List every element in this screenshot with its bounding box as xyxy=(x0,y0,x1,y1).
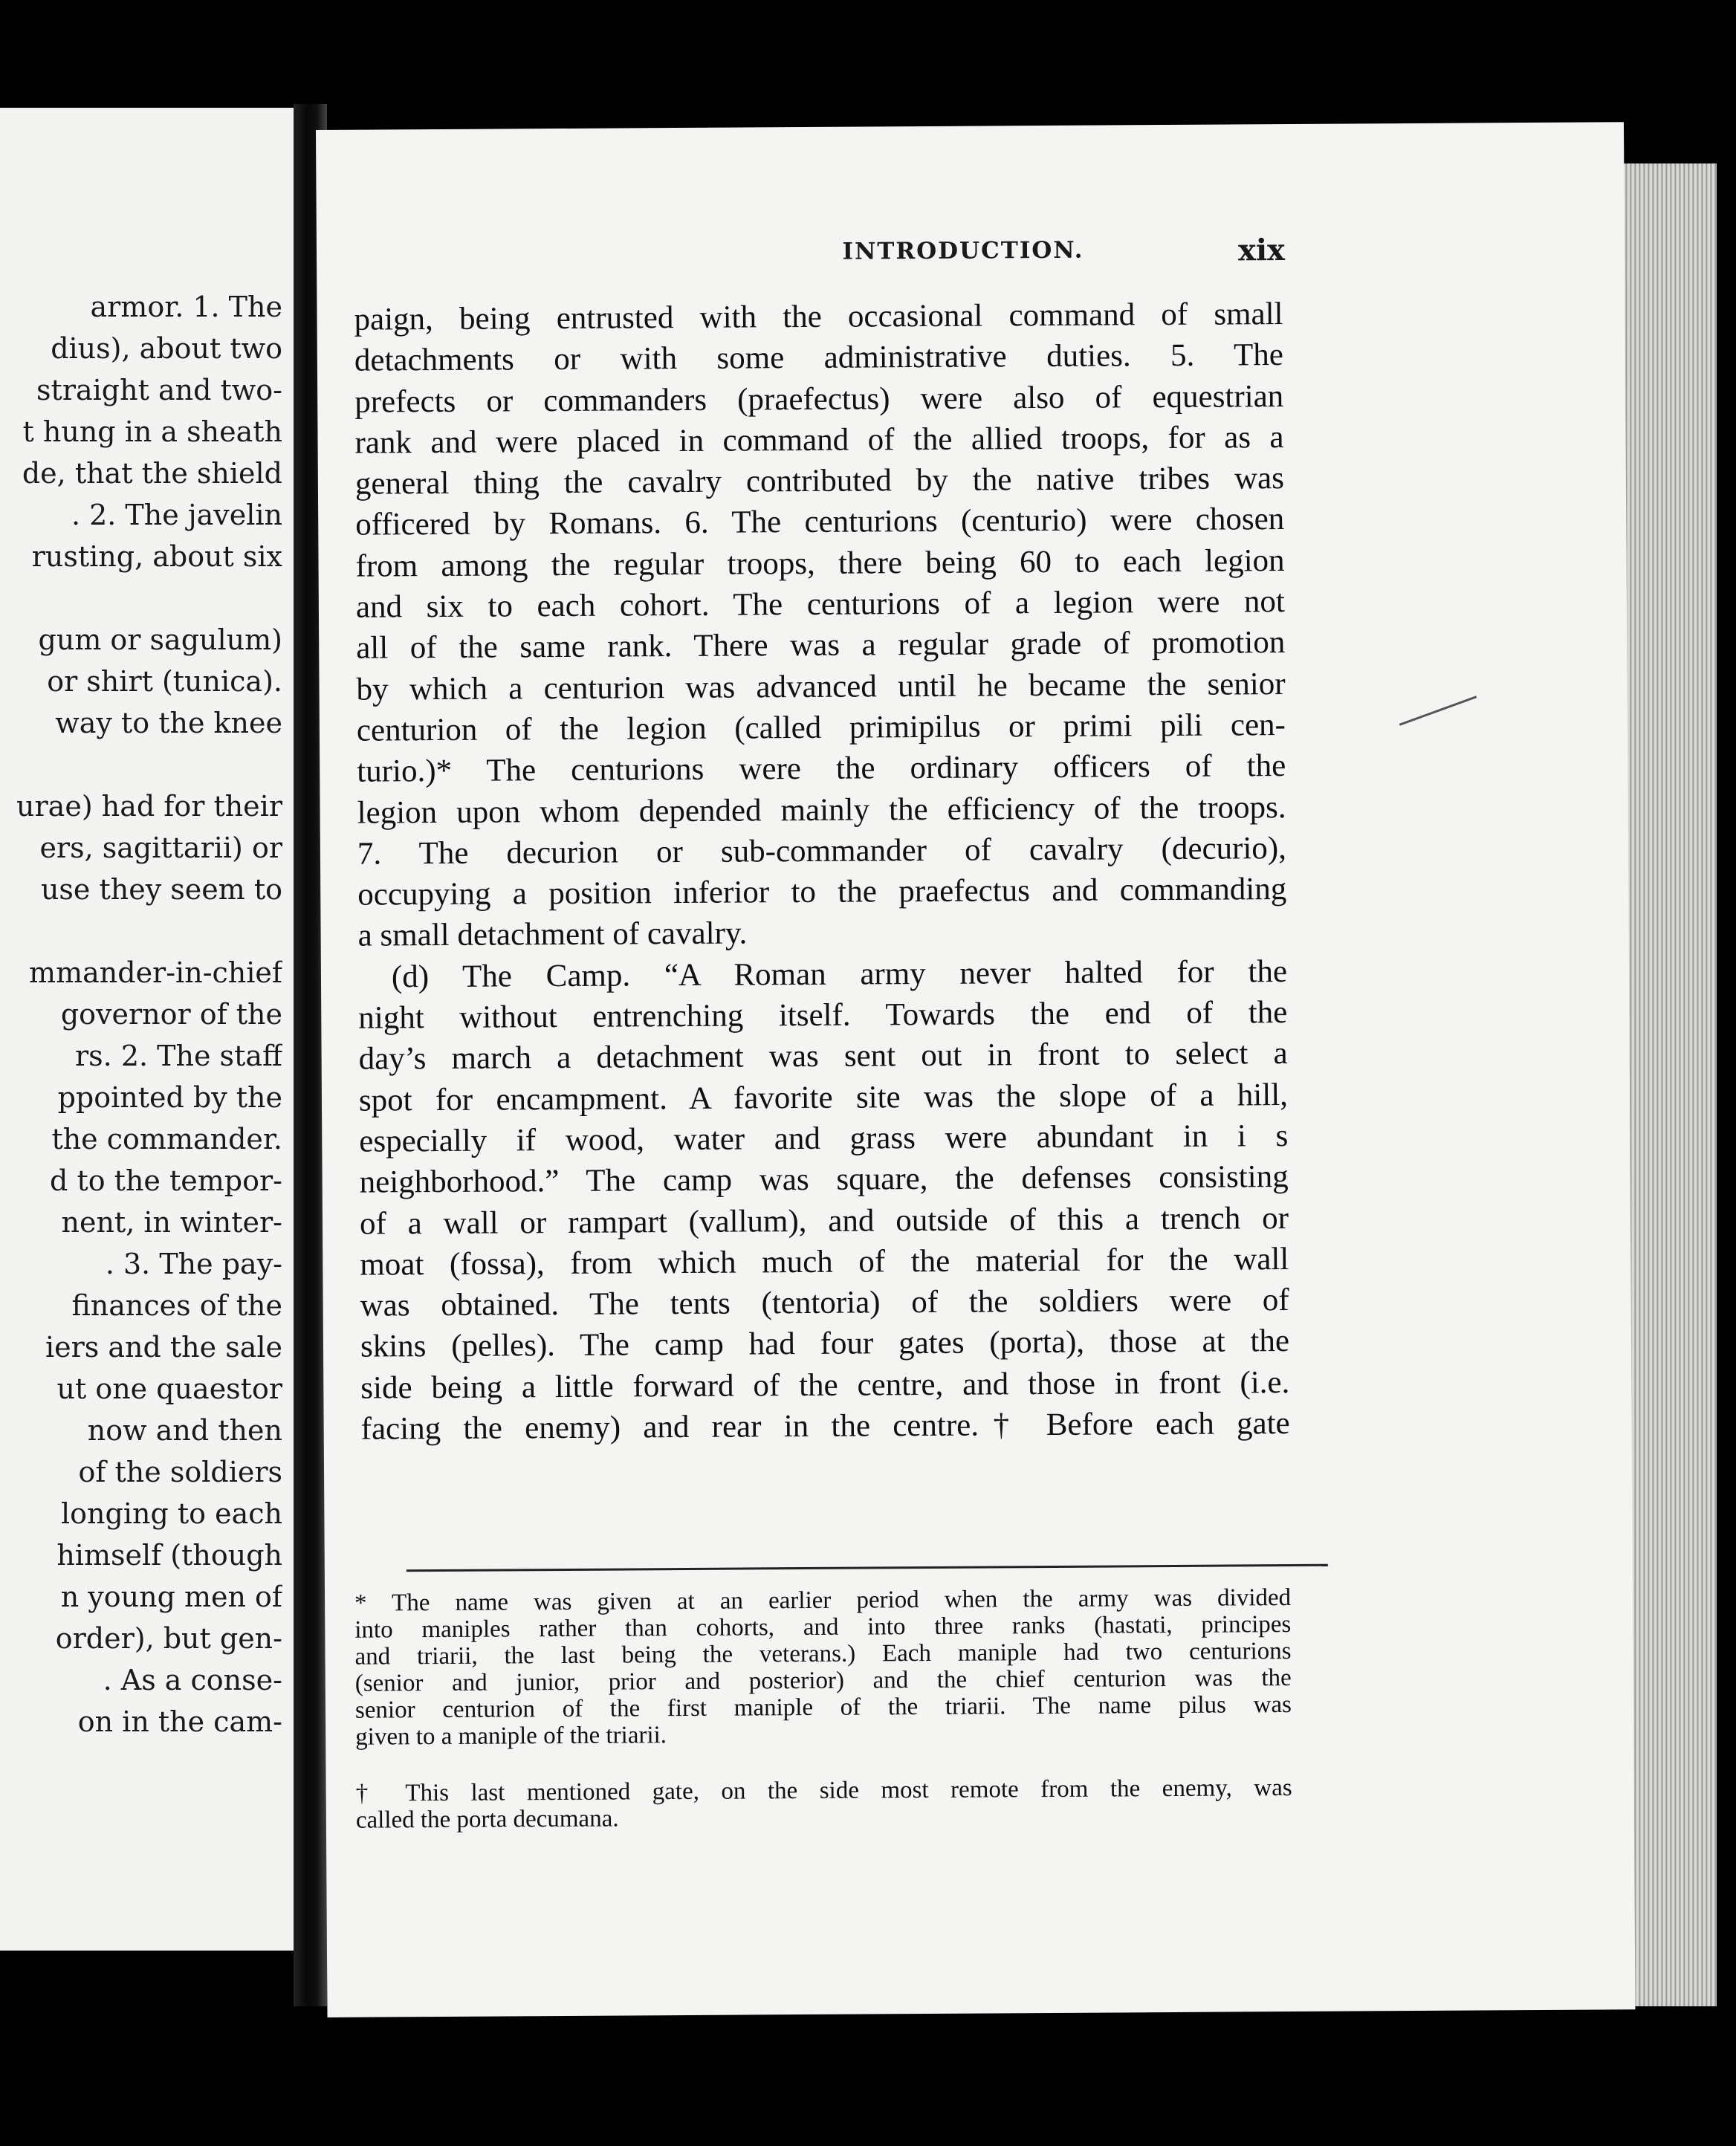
left-page-line: . 3. The pay- xyxy=(105,1248,282,1280)
footnote-line: given to a maniple of the triarii. xyxy=(355,1722,667,1751)
left-page-line: . As a conse- xyxy=(103,1664,282,1696)
text-line: turio.)* The centurions were the ordinary officers of the xyxy=(357,748,1286,789)
left-page-line: nent, in winter- xyxy=(61,1206,282,1239)
left-page-line: ers, sagittarii) or xyxy=(39,832,282,864)
left-page-line: himself (though xyxy=(56,1539,282,1572)
footnote-line: (senior and junior, prior and posterior) and the chief centurion was the xyxy=(354,1664,1292,1697)
right-page xyxy=(316,122,1635,2017)
text-line: detachments or with some administrative duties. 5. The xyxy=(354,337,1284,378)
left-page-line: mmander-in-chief xyxy=(29,956,282,989)
text-line: (d) The Camp. “A Roman army never halted for the xyxy=(391,953,1288,995)
left-page-line: armor. 1. The xyxy=(90,291,282,323)
text-line: and six to each cohort. The centurions of a legion were not xyxy=(355,584,1286,625)
left-page-line: order), but gen- xyxy=(55,1622,282,1655)
text-line: facing the enemy) and rear in the centre.† Before each gate xyxy=(360,1406,1290,1447)
left-page-gap xyxy=(0,577,282,619)
text-line: 7. The decurion or sub-commander of cavalry (decurio), xyxy=(357,830,1287,872)
left-page-line: governor of the xyxy=(60,998,282,1031)
footnote-line: called the porta decumana. xyxy=(355,1805,619,1834)
footnote-line: and triarii, the last being the veterans.) Each maniple had two centurions xyxy=(354,1638,1292,1670)
left-page-line: or shirt (tunica). xyxy=(47,665,282,698)
text-line: paign, being entrusted with the occasional command of small xyxy=(354,296,1283,337)
left-page-line: the commander. xyxy=(51,1123,282,1155)
left-page-line: longing to each xyxy=(61,1497,282,1530)
text-line: occupying a position inferior to the praefectus and commanding xyxy=(357,872,1287,912)
left-page-line: ppointed by the xyxy=(57,1081,282,1114)
left-page-line: n young men of xyxy=(60,1581,282,1613)
left-page-line: way to the knee xyxy=(55,707,282,739)
footnote-line: into maniples rather than cohorts, and into three ranks (hastati, principes xyxy=(354,1611,1292,1644)
page-number: xix xyxy=(1237,233,1286,268)
left-page-gap xyxy=(0,910,282,952)
text-line: skins (pelles). The camp had four gates (porta), those at the xyxy=(360,1323,1290,1365)
left-page-line: de, that the shield xyxy=(22,457,282,490)
footnote-line: senior centurion of the first maniple of the triarii. The name pilus was xyxy=(354,1691,1292,1724)
left-page-line: straight and two- xyxy=(36,374,282,406)
body-text xyxy=(354,294,1289,1450)
text-line: prefects or commanders (praefectus) were also of equestrian xyxy=(354,378,1284,420)
text-line: spot for encampment. A favorite site was the slope of a hill, xyxy=(358,1077,1289,1118)
text-line: especially if wood, water and grass were abundant in i s xyxy=(359,1118,1289,1159)
text-line: side being a little forward of the centre, and those in front (i.e. xyxy=(360,1364,1290,1406)
left-page-line: rusting, about six xyxy=(31,540,282,573)
text-line: moat (fossa), from which much of the material for the wall xyxy=(360,1241,1289,1283)
left-page-line: finances of the xyxy=(71,1289,282,1322)
left-page-line: ut one quaestor xyxy=(56,1372,282,1405)
left-page-line: . 2. The javelin xyxy=(71,499,282,531)
text-line: was obtained. The tents (tentoria) of the soldiers were of xyxy=(360,1283,1289,1323)
left-page-line: urae) had for their xyxy=(16,790,282,823)
footnotes xyxy=(354,1584,1292,1834)
left-page-line: gum or sagulum) xyxy=(38,623,282,656)
text-line: general thing the cavalry contributed by the native tribes was xyxy=(354,461,1285,502)
footnote-rule xyxy=(407,1564,1328,1572)
left-page-line: now and then xyxy=(87,1414,282,1447)
footnote-line: * The name was given at an earlier period when the army was divided xyxy=(354,1584,1292,1617)
left-page-line: rs. 2. The staff xyxy=(75,1040,282,1072)
text-line: of a wall or rampart (vallum), and outside of this a trench or xyxy=(359,1200,1289,1242)
text-line: legion upon whom depended mainly the efficiency of the troops. xyxy=(357,789,1286,831)
left-page xyxy=(0,108,297,1951)
left-page-line: t hung in a sheath xyxy=(22,415,282,448)
left-page-line: d to the tempor- xyxy=(50,1164,282,1197)
text-line: from among the regular troops, there being 60 to each legion xyxy=(355,542,1285,584)
left-page-line: dius), about two xyxy=(51,332,282,365)
text-line: by which a centurion was advanced until he became the senior xyxy=(356,666,1286,707)
text-line: centurion of the legion (called primipilus or primi pili cen- xyxy=(356,707,1286,748)
left-page-line: of the soldiers xyxy=(78,1456,282,1488)
text-line: rank and were placed in command of the allied troops, for as a xyxy=(354,419,1284,461)
left-page-line: use they seem to xyxy=(40,873,282,906)
text-line: all of the same rank. There was a regular grade of promotion xyxy=(356,625,1286,667)
text-line: officered by Romans. 6. The centurions (centurio) were chosen xyxy=(355,502,1285,543)
text-line: day’s march a detachment was sent out in front to select a xyxy=(358,1036,1288,1077)
left-page-line: iers and the sale xyxy=(45,1331,282,1364)
text-line: a small detachment of cavalry. xyxy=(357,915,748,954)
text-line: neighborhood.” The camp was square, the defenses consisting xyxy=(359,1159,1289,1200)
text-line: night without entrenching itself. Towards the end of the xyxy=(358,995,1288,1036)
footnote-line: † This last mentioned gate, on the side most remote from the enemy, was xyxy=(355,1774,1292,1807)
left-page-line: on in the cam- xyxy=(77,1705,282,1738)
left-page-text xyxy=(0,286,282,1743)
running-head: INTRODUCTION. xyxy=(842,236,1084,265)
left-page-gap xyxy=(0,744,282,785)
